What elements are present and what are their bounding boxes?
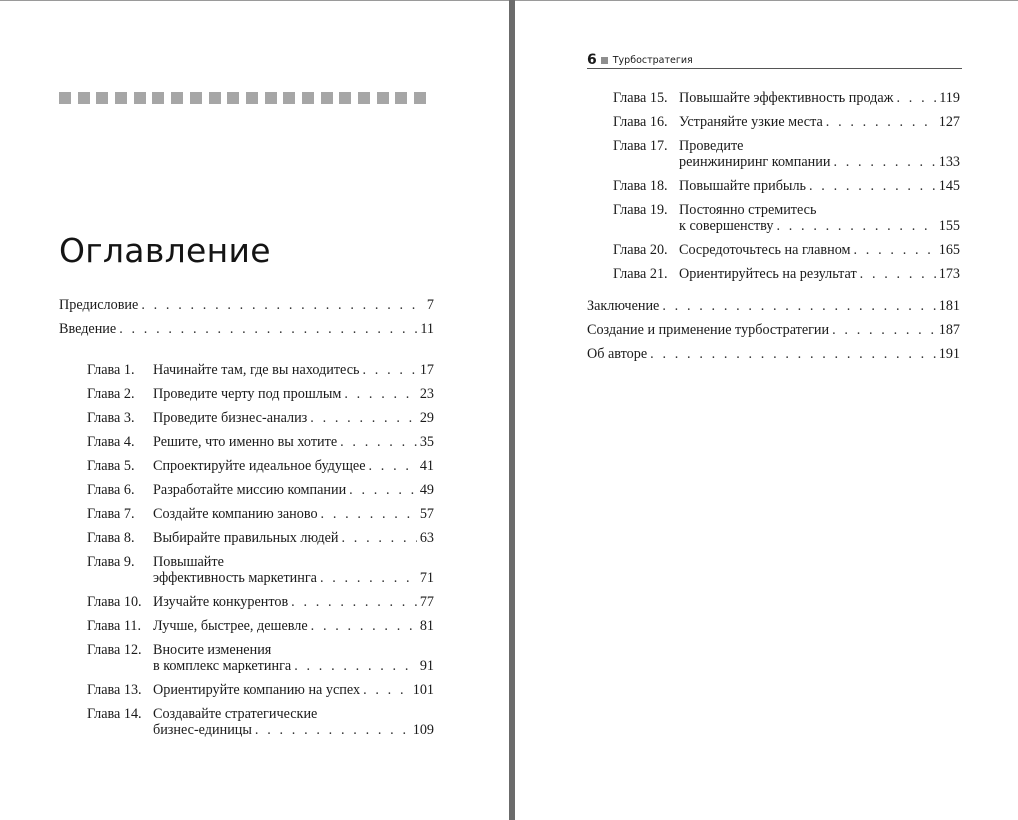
decorative-square [171, 92, 183, 104]
decorative-square [59, 92, 71, 104]
toc-entry [587, 321, 960, 341]
dot-leader [776, 218, 935, 234]
page-number: 57 [419, 506, 434, 522]
chapter-title-line: Ориентируйтесь на результат [679, 266, 857, 282]
page-number: 109 [412, 722, 434, 738]
dot-leader [363, 682, 410, 698]
chapter-title-block [679, 266, 960, 282]
page-number: 187 [938, 322, 960, 338]
decorative-square [283, 92, 295, 104]
dot-leader [369, 458, 417, 474]
dot-leader [294, 658, 417, 674]
chapter-title-line: Лучше, быстрее, дешевле [153, 618, 308, 634]
chapter-title-row [153, 722, 434, 738]
chapter-entry [87, 506, 434, 526]
dot-leader [255, 722, 410, 738]
dot-leader [650, 345, 936, 363]
decorative-square [321, 92, 333, 104]
chapter-title-block [679, 114, 960, 130]
page-number: 11 [420, 321, 434, 337]
toc-entry [59, 320, 434, 340]
decorative-square [302, 92, 314, 104]
entry-title: Об авторе [587, 346, 648, 362]
decorative-square [358, 92, 370, 104]
page-number: 7 [426, 297, 434, 313]
chapter-title-line: к совершенству [679, 218, 774, 234]
chapter-title-line: в комплекс маркетинга [153, 658, 292, 674]
dot-leader [321, 506, 417, 522]
page-number: 23 [419, 386, 434, 402]
entry-title: Заключение [587, 298, 660, 314]
chapter-label: Глава 16. [613, 114, 668, 130]
chapter-label: Глава 19. [613, 202, 668, 218]
decorative-square-row [59, 92, 433, 104]
decorative-square [134, 92, 146, 104]
chapter-title-line: Устраняйте узкие места [679, 114, 823, 130]
chapter-title-row [679, 218, 960, 234]
chapter-entry [87, 434, 434, 454]
chapter-title-line: Проведите бизнес-анализ [153, 410, 308, 426]
entry-title: Предисловие [59, 297, 139, 313]
chapter-entry [613, 90, 960, 110]
chapter-title-line: Создавайте стратегические [153, 706, 318, 722]
toc-entry [587, 297, 960, 317]
decorative-square [601, 57, 608, 64]
page-number: 165 [938, 242, 960, 258]
chapter-entry [613, 138, 960, 170]
chapter-title-block [153, 410, 434, 426]
toc-line [59, 296, 434, 314]
chapter-label: Глава 1. [87, 362, 135, 378]
chapter-title-line: Выбирайте правильных людей [153, 530, 339, 546]
chapter-title-row [153, 530, 434, 546]
decorative-square [190, 92, 202, 104]
chapter-title-block [679, 178, 960, 194]
toc-line [59, 320, 434, 338]
chapter-title-line: Сосредоточьтесь на главном [679, 242, 851, 258]
page-number: 181 [938, 298, 960, 314]
chapter-entry [87, 682, 434, 702]
page-number: 81 [419, 618, 434, 634]
chapter-title-line: реинжиниринг компании [679, 154, 831, 170]
chapter-title-line: Постоянно стремитесь [679, 202, 817, 218]
page-number: 49 [419, 482, 434, 498]
decorative-square [339, 92, 351, 104]
chapter-title-line: Проведите [679, 138, 744, 154]
dot-leader [310, 410, 417, 426]
chapter-title-line: бизнес-единицы [153, 722, 252, 738]
chapter-title-block [153, 682, 434, 698]
chapter-title-block [153, 386, 434, 402]
page-number: 127 [938, 114, 960, 130]
chapter-title-row [153, 482, 434, 498]
chapter-label: Глава 17. [613, 138, 668, 154]
decorative-square [227, 92, 239, 104]
book-title: Турбостратегия [612, 54, 693, 66]
chapter-label: Глава 10. [87, 594, 142, 610]
page-number: 133 [938, 154, 960, 170]
chapter-entry [613, 178, 960, 198]
decorative-square [115, 92, 127, 104]
page-number: 77 [419, 594, 434, 610]
chapter-title-block [153, 530, 434, 546]
chapter-title-block [153, 594, 434, 610]
chapter-title-row [679, 154, 960, 170]
chapter-title-block [679, 242, 960, 258]
chapter-title-block [153, 434, 434, 450]
chapter-title-line: Повышайте прибыль [679, 178, 807, 194]
decorative-square [152, 92, 164, 104]
chapter-title-block [153, 642, 434, 674]
chapter-entry [613, 242, 960, 262]
decorative-square [414, 92, 426, 104]
chapter-title-block [679, 90, 960, 106]
toc-entry [587, 345, 960, 365]
chapter-title-row [679, 178, 960, 194]
chapter-title-line: Повышайте эффективность продаж [679, 90, 894, 106]
dot-leader [860, 266, 936, 282]
chapter-title-line: Создайте компанию заново [153, 506, 318, 522]
chapter-label: Глава 6. [87, 482, 135, 498]
chapter-label: Глава 18. [613, 178, 668, 194]
chapter-entry [87, 530, 434, 550]
chapter-title-block [153, 706, 434, 738]
page-number: 41 [419, 458, 434, 474]
page-number: 6 [587, 52, 597, 68]
chapter-title-block [153, 618, 434, 634]
chapter-entry [87, 642, 434, 674]
chapter-title-line: Спроектируйте идеальное будущее [153, 458, 366, 474]
page-number: 191 [938, 346, 960, 362]
decorative-square [96, 92, 108, 104]
running-head [587, 52, 962, 69]
toc-entry [59, 296, 434, 316]
toc-line [587, 321, 960, 339]
chapter-entry [87, 482, 434, 502]
dot-leader [833, 154, 935, 170]
dot-leader [320, 570, 417, 586]
page-number: 63 [419, 530, 434, 546]
toc-line [587, 297, 960, 315]
chapter-label: Глава 7. [87, 506, 135, 522]
chapter-title-line: Начинайте там, где вы находитесь [153, 362, 360, 378]
chapter-entry [87, 706, 434, 738]
page-number: 29 [419, 410, 434, 426]
chapter-entry [87, 362, 434, 382]
chapter-title-row [679, 114, 960, 130]
chapter-title-row [679, 242, 960, 258]
page-number: 35 [419, 434, 434, 450]
chapter-title-line: Повышайте [153, 554, 224, 570]
chapter-title-block [153, 554, 434, 586]
decorative-square [209, 92, 221, 104]
chapter-title-row [679, 90, 960, 106]
dot-leader [342, 530, 417, 546]
chapter-title-block [153, 458, 434, 474]
chapter-entry [613, 266, 960, 286]
chapter-title-line: Решите, что именно вы хотите [153, 434, 338, 450]
chapter-label: Глава 21. [613, 266, 668, 282]
chapter-label: Глава 20. [613, 242, 668, 258]
toc-line [587, 345, 960, 363]
chapter-title-row [153, 658, 434, 674]
chapter-title-row [153, 386, 434, 402]
dot-leader [809, 178, 936, 194]
dot-leader [340, 434, 417, 450]
page-number: 91 [419, 658, 434, 674]
chapter-title-row [153, 410, 434, 426]
entry-title: Введение [59, 321, 117, 337]
chapter-title-row [679, 266, 960, 282]
chapter-label: Глава 5. [87, 458, 135, 474]
chapter-title-line: Разработайте миссию компании [153, 482, 347, 498]
decorative-square [78, 92, 90, 104]
left-page [0, 1, 509, 820]
chapter-label: Глава 3. [87, 410, 135, 426]
chapter-title-line: Вносите изменения [153, 642, 272, 658]
dot-leader [344, 386, 416, 402]
chapter-title-block [679, 138, 960, 170]
chapter-title-row [153, 506, 434, 522]
chapter-title-row [153, 434, 434, 450]
dot-leader [141, 296, 424, 314]
chapter-entry [87, 554, 434, 586]
dot-leader [291, 594, 417, 610]
chapter-label: Глава 9. [87, 554, 135, 570]
page-number: 173 [938, 266, 960, 282]
chapter-label: Глава 2. [87, 386, 135, 402]
dot-leader [362, 362, 416, 378]
chapter-title-line: Проведите черту под прошлым [153, 386, 342, 402]
chapter-entry [87, 386, 434, 406]
chapter-title-row [153, 362, 434, 378]
dot-leader [854, 242, 936, 258]
chapter-entry [87, 594, 434, 614]
chapter-label: Глава 13. [87, 682, 142, 698]
chapter-label: Глава 12. [87, 642, 142, 658]
chapter-entry [87, 458, 434, 478]
chapter-label: Глава 14. [87, 706, 142, 722]
chapter-title-block [153, 506, 434, 522]
right-page [515, 1, 1018, 820]
chapter-title-row [153, 618, 434, 634]
page-number: 119 [939, 90, 960, 106]
chapter-label: Глава 15. [613, 90, 668, 106]
chapter-entry [87, 410, 434, 430]
page-number: 145 [938, 178, 960, 194]
decorative-square [377, 92, 389, 104]
dot-leader [896, 90, 936, 106]
decorative-square [265, 92, 277, 104]
chapter-title-row [153, 594, 434, 610]
chapter-entry [613, 114, 960, 134]
chapter-title-block [153, 482, 434, 498]
dot-leader [662, 297, 935, 315]
page-number: 17 [419, 362, 434, 378]
dot-leader [826, 114, 936, 130]
chapter-entry [613, 202, 960, 234]
chapter-label: Глава 8. [87, 530, 135, 546]
chapter-label: Глава 11. [87, 618, 142, 634]
chapter-title-row [153, 682, 434, 698]
page-number: 71 [419, 570, 434, 586]
dot-leader [311, 618, 417, 634]
decorative-square [246, 92, 258, 104]
chapter-title-line: Ориентируйте компанию на успех [153, 682, 361, 698]
chapter-label: Глава 4. [87, 434, 135, 450]
chapter-title-row [153, 570, 434, 586]
entry-title: Создание и применение турбостратегии [587, 322, 830, 338]
chapter-entry [87, 618, 434, 638]
chapter-title-block [153, 362, 434, 378]
chapter-title-line: Изучайте конкурентов [153, 594, 289, 610]
decorative-square [395, 92, 407, 104]
chapter-title-row [153, 458, 434, 474]
dot-leader [349, 482, 417, 498]
dot-leader [832, 321, 936, 339]
page-number: 155 [938, 218, 960, 234]
chapter-title-line: эффективность маркетинга [153, 570, 317, 586]
chapter-title-block [679, 202, 960, 234]
page-number: 101 [412, 682, 434, 698]
dot-leader [119, 320, 417, 338]
page-title: Оглавление [59, 231, 271, 270]
